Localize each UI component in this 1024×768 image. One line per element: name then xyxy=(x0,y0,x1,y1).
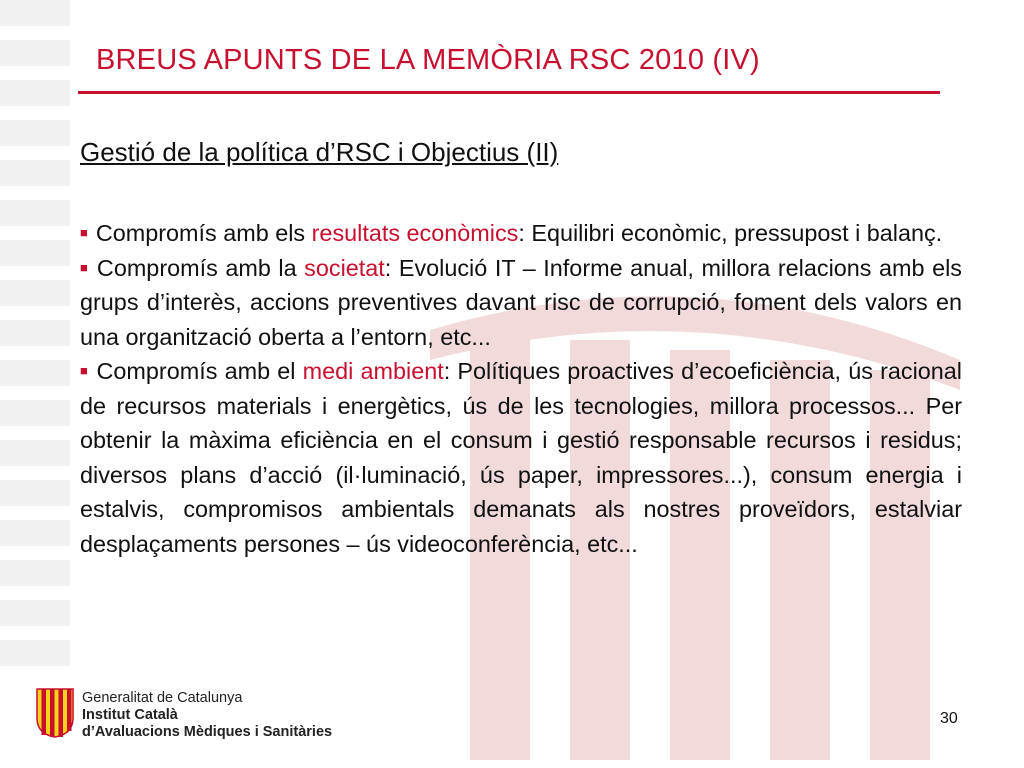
footer-line-government: Generalitat de Catalunya xyxy=(82,690,243,706)
highlight-environment: medi ambient xyxy=(302,358,444,384)
square-bullet-icon: ■ xyxy=(80,363,89,378)
highlight-society: societat xyxy=(304,254,385,281)
generalitat-logo-icon xyxy=(36,688,74,738)
square-bullet-icon: ■ xyxy=(80,259,89,275)
bullet-list xyxy=(80,216,962,561)
slide-title: BREUS APUNTS DE LA MEMÒRIA RSC 2010 (IV) xyxy=(96,44,760,76)
title-divider xyxy=(78,91,940,94)
highlight-economic-results: resultats econòmics xyxy=(311,220,519,246)
institution-name xyxy=(82,690,332,741)
slide-subtitle: Gestió de la política d’RSC i Objectius (II) xyxy=(80,137,559,167)
bullet-item-environment: ■ Compromís amb el medi ambient: Polítiques proactives d’ecoeficiència, ús racional de recursos materials i energètics, ús de les tecnologies, millora processos... Per obtenir la màxima eficiència en el consum i gestió responsable recursos i residus; diversos plans d’acció (il·luminació, ús paper, impressores...), consum energia i estalvis, compromisos ambientals demanats als nostres proveïdors, estalviar desplaçaments persones – ús videoconferència, etc... xyxy=(80,358,962,557)
page-number: 30 xyxy=(940,710,958,727)
footer-line-agency: d’Avaluacions Mèdiques i Sanitàries xyxy=(82,724,333,740)
footer-line-institute: Institut Català xyxy=(82,707,178,723)
bullet-item-society: ■ Compromís amb la societat: Evolució IT – Informe anual, millora relacions amb els grups d’interès, accions preventives davant risc de corrupció, foment dels valors en una organització oberta a l’entorn, etc... xyxy=(80,254,962,350)
bullet-item-economic-results: ■ Compromís amb els resultats econòmics: Equilibri econòmic, pressupost i balanç. xyxy=(80,220,943,246)
square-bullet-icon: ■ xyxy=(80,225,88,240)
